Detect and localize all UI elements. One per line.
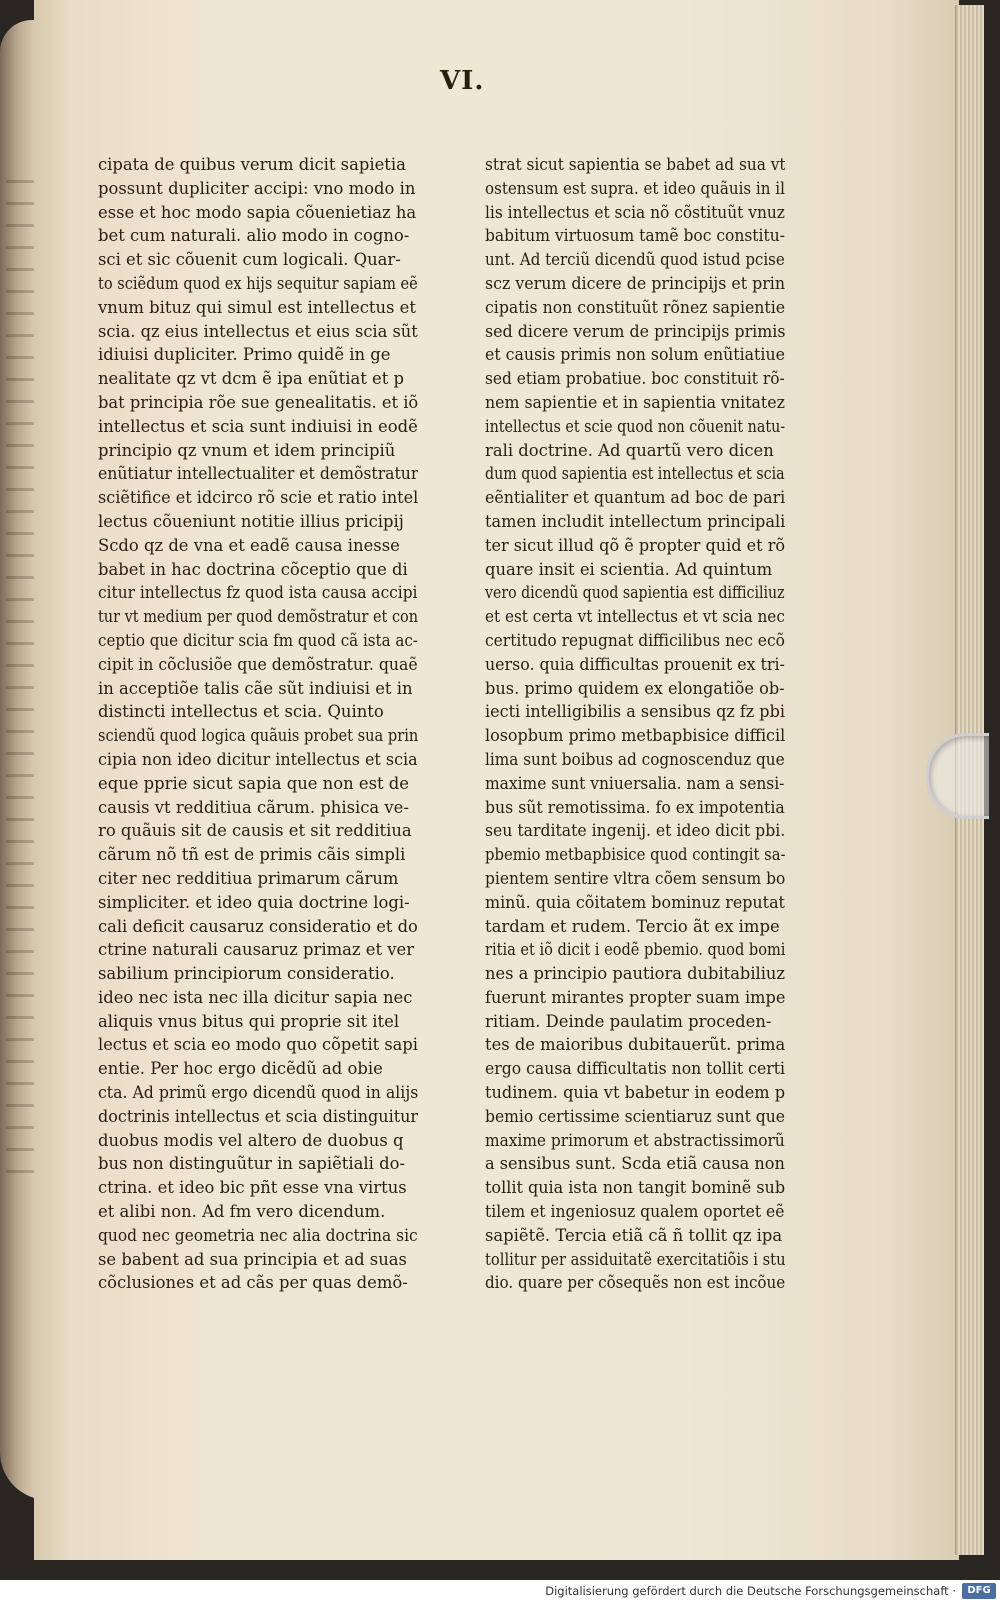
text-line: bus. primo quidem ex elongatiõe ob-: [485, 678, 785, 698]
text-line: seu tarditate ingenij. et ideo dicit pbi.: [485, 821, 785, 841]
text-line: rali doctrine. Ad quartũ vero dicen: [485, 440, 774, 460]
text-line: idiuisi dupliciter. Primo quidẽ in ge: [98, 345, 391, 365]
text-line: possunt dupliciter accipi: vno modo in: [98, 178, 416, 198]
text-line: simpliciter. et ideo quia doctrine logi-: [98, 892, 410, 912]
text-line: cipatis non constituũt rõnez sapientie: [485, 297, 785, 317]
text-line: babitum virtuosum tamẽ boc constitu-: [485, 226, 785, 246]
funding-credit: Digitalisierung gefördert durch die Deutsche Forschungsgemeinschaft ·: [545, 1584, 956, 1598]
text-line: et causis primis non solum enũtiatiue: [485, 345, 785, 365]
text-line: in acceptiõe talis cãe sũt indiuisi et in: [98, 678, 413, 698]
text-line: cõclusiones et ad cãs per quas demõ-: [98, 1273, 408, 1293]
left-text-column: [98, 153, 418, 1295]
text-line: sed dicere verum de principijs primis: [485, 321, 786, 341]
text-line: quare insit ei scientia. Ad quintum: [485, 559, 773, 579]
text-line: sci et sic cõuenit cum logicali. Quar-: [98, 250, 401, 270]
text-line: doctrinis intellectus et scia distinguitur: [98, 1106, 419, 1126]
text-line: vero dicendũ quod sapientia est difficiliuz: [485, 583, 785, 603]
text-line: tilem et ingeniosuz qualem oportet eẽ: [485, 1202, 785, 1222]
text-line: scz verum dicere de principijs et prin: [485, 273, 786, 293]
text-line: bemio certissime scientiaruz sunt que: [485, 1106, 785, 1126]
text-line: ostensum est supra. et ideo quãuis in il: [485, 178, 785, 198]
text-line: strat sicut sapientia se babet ad sua vt: [485, 155, 786, 174]
text-line: ro quãuis sit de causis et sit redditiua: [98, 821, 412, 841]
text-line: et est certa vt intellectus et vt scia nec: [485, 607, 785, 627]
text-line: sciendũ quod logica quãuis probet sua prin: [98, 726, 418, 746]
text-line: lectus cõueniunt notitie illius pricipij: [98, 511, 404, 531]
folio-number: VI.: [440, 66, 485, 96]
text-line: et alibi non. Ad fm vero dicendum.: [98, 1202, 386, 1222]
text-line: se babent ad sua principia et ad suas: [98, 1249, 407, 1269]
text-line: cipata de quibus verum dicit sapietia: [98, 155, 406, 174]
text-line: aliquis vnus bitus qui proprie sit itel: [98, 1011, 400, 1031]
text-line: tollitur per assiduitatẽ exercitatiõis i stu: [485, 1249, 786, 1269]
text-line: pientem sentire vltra cõem sensum bo: [485, 868, 785, 888]
text-line: bus non distinguũtur in sapiẽtiali do-: [98, 1154, 406, 1174]
text-line: eque pprie sicut sapia que non est de: [98, 773, 409, 793]
text-line: ritia et iõ dicit i eodẽ pbemio. quod bomi: [485, 940, 786, 960]
text-line: tudinem. quia vt babetur in eodem p: [485, 1083, 786, 1103]
text-line: minũ. quia cõitatem bominuz reputat: [485, 892, 785, 912]
text-line: eẽntialiter et quantum ad boc de pari: [485, 488, 786, 508]
text-line: maxime primorum et abstractissimorũ: [485, 1130, 785, 1150]
text-line: nealitate qz vt dcm ẽ ipa enũtiat et p: [98, 369, 405, 389]
text-line: iecti intelligibilis a sensibus qz fz pbi: [485, 702, 785, 722]
text-line: a sensibus sunt. Scda etiã causa non: [485, 1154, 785, 1174]
text-line: scia. qz eius intellectus et eius scia sũt: [98, 321, 418, 341]
text-line: ter sicut illud qõ ẽ propter quid et rõ: [485, 535, 785, 555]
right-text-column: [485, 153, 785, 1295]
text-line: sapiẽtẽ. Tercia etiã cã ñ tollit qz ipa: [485, 1225, 783, 1245]
text-line: ergo causa difficultatis non tollit certi: [485, 1059, 785, 1079]
text-line: sed etiam probatiue. boc constituit rõ-: [485, 369, 785, 389]
text-line: nem sapientie et in sapientia vnitatez: [485, 392, 785, 412]
text-line: distincti intellectus et scia. Quinto: [98, 702, 384, 722]
text-line: tollit quia ista non tangit bominẽ sub: [485, 1178, 785, 1198]
text-line: lectus et scia eo modo quo cõpetit sapi: [98, 1035, 418, 1055]
text-line: babet in hac doctrina cõceptio que di: [98, 559, 408, 579]
text-line: cali deficit causaruz consideratio et do: [98, 916, 418, 936]
text-line: ceptio que dicitur scia fm quod cã ista ac-: [98, 630, 418, 650]
text-line: to sciẽdum quod ex hijs sequitur sapiam eẽ: [98, 273, 418, 293]
text-line: ideo nec ista nec illa dicitur sapia nec: [98, 987, 413, 1007]
text-line: losopbum primo metbapbisice difficil: [485, 726, 785, 746]
text-line: duobus modis vel altero de duobus q: [98, 1130, 404, 1150]
text-line: sabilium principiorum consideratio.: [98, 964, 395, 984]
text-line: causis vt redditiua cãrum. phisica ve-: [98, 797, 409, 817]
text-line: bus sũt remotissima. fo ex impotentia: [485, 797, 785, 817]
text-line: bat principia rõe sue genealitatis. et iõ: [98, 392, 419, 412]
text-line: Scdo qz de vna et eadẽ causa inesse: [98, 535, 400, 555]
text-line: fuerunt mirantes propter suam impe: [485, 987, 786, 1007]
text-line: cipia non ideo dicitur intellectus et scia: [98, 749, 418, 769]
text-line: lima sunt boibus ad cognoscenduz que: [485, 749, 785, 769]
text-line: ritiam. Deinde paulatim proceden-: [485, 1011, 772, 1031]
text-line: nes a principio pautiora dubitabiliuz: [485, 964, 785, 984]
text-line: ctrine naturali causaruz primaz et ver: [98, 940, 415, 960]
text-line: dum quod sapientia est intellectus et scia: [485, 464, 785, 484]
text-line: pbemio metbapbisice quod contingit sa-: [485, 845, 786, 865]
text-line: lis intellectus et scia nõ cõstituũt vnuz: [485, 202, 785, 222]
text-line: quod nec geometria nec alia doctrina sic: [98, 1225, 418, 1245]
text-line: uerso. quia difficultas prouenit ex tri-: [485, 654, 785, 674]
text-line: sciẽtifice et idcirco rõ scie et ratio intel: [98, 488, 419, 508]
text-line: bet cum naturali. alio modo in cogno-: [98, 226, 410, 246]
text-line: maxime sunt vniuersalia. nam a sensi-: [485, 773, 785, 793]
text-line: ctrina. et ideo bic pñt esse vna virtus: [98, 1178, 407, 1198]
text-line: enũtiatur intellectualiter et demõstratur: [98, 464, 418, 484]
text-line: tur vt medium per quod demõstratur et con: [98, 607, 419, 627]
text-line: tardam et rudem. Tercio ãt ex impe: [485, 916, 780, 936]
text-line: cta. Ad primũ ergo dicendũ quod in alijs: [98, 1083, 418, 1103]
text-line: citer nec redditiua primarum cãrum: [98, 868, 399, 888]
text-line: tamen includit intellectum principali: [485, 511, 786, 531]
text-line: vnum bituz qui simul est intellectus et: [98, 297, 416, 317]
text-line: entie. Per hoc ergo dicẽdũ ad obie: [98, 1059, 383, 1079]
text-line: tes de maioribus dubitauerũt. prima: [485, 1035, 786, 1055]
text-line: intellectus et scie quod non cõuenit natu-: [485, 416, 785, 436]
text-line: certitudo repugnat difficilibus nec ecõ: [485, 630, 785, 650]
text-line: unt. Ad terciũ dicendũ quod istud pcise: [485, 250, 785, 270]
text-line: intellectus et scia sunt indiuisi in eodẽ: [98, 416, 418, 436]
text-line: principio qz vnum et idem principiũ: [98, 440, 396, 460]
text-line: dio. quare per cõsequẽs non est incõue: [485, 1273, 785, 1293]
text-line: citur intellectus fz quod ista causa accipi: [98, 583, 418, 603]
text-line: cipit in cõclusiõe que demõstratur. quaẽ: [98, 654, 418, 674]
text-line: cãrum nõ tñ est de primis cãis simpli: [98, 845, 406, 865]
dfg-logo-icon: DFG: [962, 1583, 996, 1599]
text-line: esse et hoc modo sapia cõuenietiaz ha: [98, 202, 417, 222]
